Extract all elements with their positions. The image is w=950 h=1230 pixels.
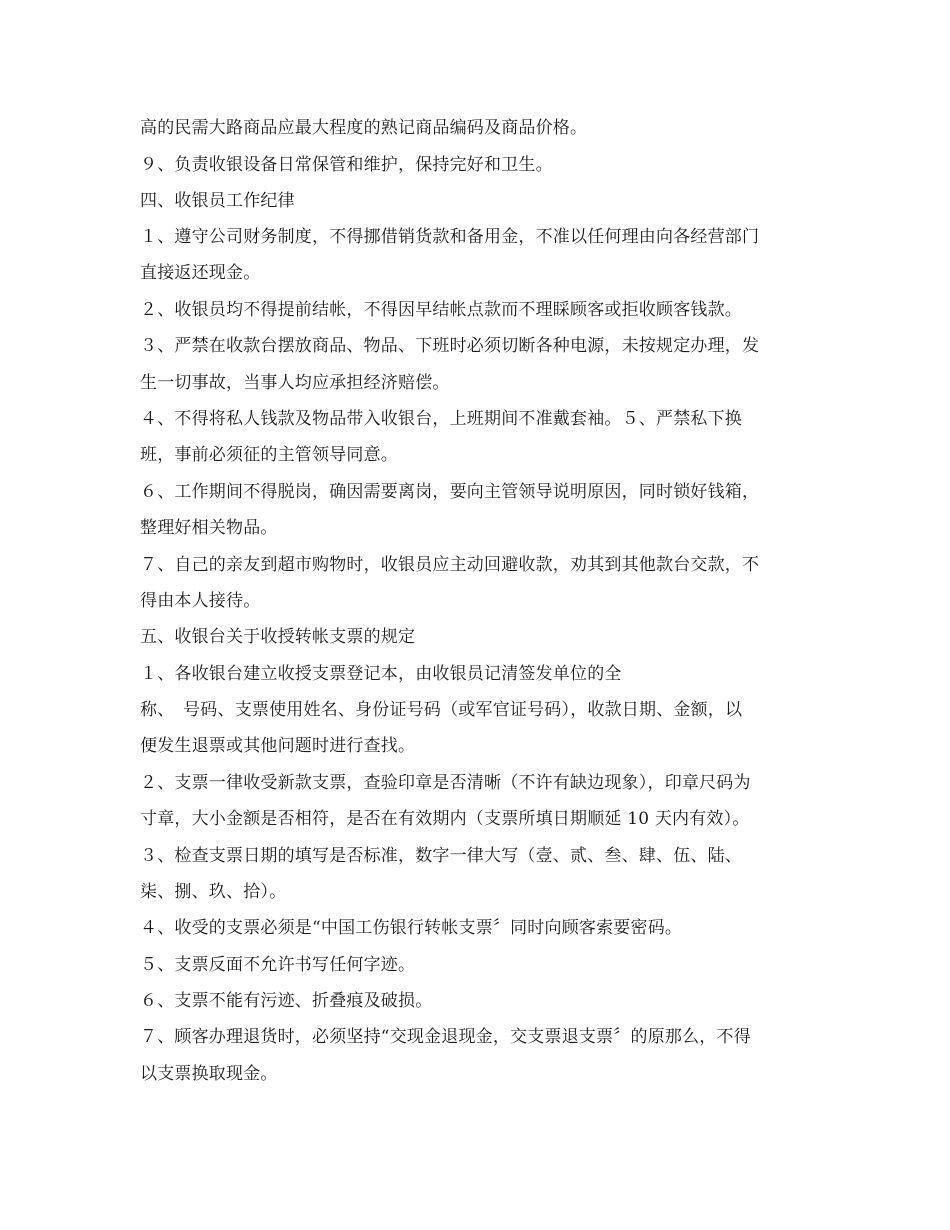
text-line: 称、 号码、支票使用姓名、身份证号码（或军官证号码），收款日期、金额，以 [140,700,743,720]
text-line: ７、自己的亲友到超市购物时，收银员应主动回避收款，劝其到其他款台交款，不 [140,555,760,575]
section-heading: 五、收银台关于收授转帐支票的规定 [140,627,416,647]
text-line: 整理好相关物品。 [140,518,278,538]
text-line: １、遵守公司财务制度，不得挪借销货款和备用金，不准以任何理由向各经营部门 [140,227,760,247]
text-line: ９、负责收银设备日常保管和维护，保持完好和卫生。 [140,155,553,175]
text-line: ３、检查支票日期的填写是否标准，数字一律大写（壹、贰、叁、肆、伍、陆、 [140,846,742,866]
text-line: 班，事前必须征的主管领导同意。 [140,445,398,465]
text-line: 生一切事故，当事人均应承担经济赔偿。 [140,373,450,393]
section-heading: 四、收银员工作纪律 [140,191,295,211]
text-line: 得由本人接待。 [140,591,261,611]
text-line: ６、支票不能有污迹、折叠痕及破损。 [140,991,433,1011]
text-line: ２、收银员均不得提前结帐，不得因早结帐点款而不理睬顾客或拒收顾客钱款。 [140,300,742,320]
text-line: 直接返还现金。 [140,263,261,283]
text-line: ６、工作期间不得脱岗，确因需要离岗，要向主管领导说明原因，同时锁好钱箱， [140,482,760,502]
text-line: ３、严禁在收款台摆放商品、物品、下班时必须切断各种电源，未按规定办理，发 [140,336,760,356]
text-line: 高的民需大路商品应最大程度的熟记商品编码及商品价格。 [140,118,588,138]
text-line: ４、收受的支票必须是“中国工伤银行转帐支票〞同时向顾客索要密码。 [140,918,683,938]
text-line: ４、不得将私人钱款及物品带入收银台，上班期间不准戴套袖。５、严禁私下换 [140,409,742,429]
text-line: １、各收银台建立收授支票登记本，由收银员记清签发单位的全 [140,664,622,684]
text-line: 便发生退票或其他问题时进行查找。 [140,736,416,756]
text-line: 寸章，大小金额是否相符，是否在有效期内（支票所填日期顺延 10 天内有效）。 [140,809,750,829]
text-line: 柒、捌、玖、拾）。 [140,882,287,902]
text-line: ２、支票一律收受新款支票，查验印章是否清晰（不许有缺边现象），印章尺码为 [140,773,751,793]
text-line: ５、支票反面不允许书写任何字迹。 [140,955,416,975]
text-line: 以支票换取现金。 [140,1064,278,1084]
text-line: ７、顾客办理退货时，必须坚持“交现金退现金，交支票退支票〞的原那么，不得 [140,1027,751,1047]
